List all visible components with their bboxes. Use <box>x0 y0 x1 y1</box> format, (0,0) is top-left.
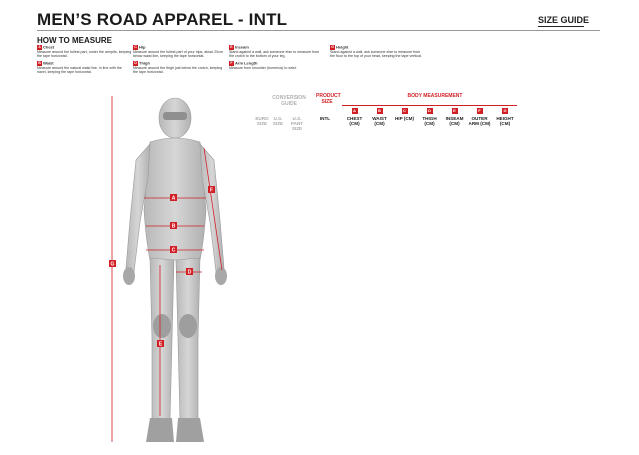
column-header-euro: EURO SIZE <box>255 116 269 126</box>
column-badge-c: C <box>403 108 406 113</box>
column-badge-e: E <box>453 108 456 113</box>
legend-description: Measure around the fullest part, under the armpits, keeping the tape horizontal. <box>37 50 132 59</box>
column-header-chest: CHEST (CM) <box>346 116 363 126</box>
column-header-us: U.S. SIZE <box>272 116 284 126</box>
figure-label-b: B <box>171 223 176 230</box>
legend-name: Arm Length <box>235 60 258 66</box>
size-guide-label: SIZE GUIDE <box>538 15 590 25</box>
legend-item-height <box>330 45 425 59</box>
legend-name: Height <box>336 44 349 50</box>
legend-name: Waist <box>43 60 54 66</box>
figure-label-d: D <box>187 269 192 276</box>
right-leg-shape <box>176 258 200 422</box>
figure-label-c: C <box>171 247 176 254</box>
legend-item-thigh <box>133 61 228 75</box>
page-title: MEN’S ROAD APPAREL - INTL <box>37 10 288 29</box>
legend-item-hip <box>133 45 228 59</box>
legend-item-waist <box>37 61 132 75</box>
legend-description: Stand against a wall, ask someone else to measure from the floor to the top of your head, keeping the tape vertical. <box>330 50 422 59</box>
body-figure-illustration <box>100 90 250 450</box>
legend-item-arm-length <box>229 61 324 70</box>
legend-description: Measure around the thigh just below the crotch, keeping the tape horizontal. <box>133 66 223 75</box>
legend-badge: C <box>134 45 137 49</box>
column-badge-g: G <box>503 108 507 113</box>
legend-badge: G <box>331 45 334 49</box>
column-header-hip: HIP (CM) <box>394 116 415 121</box>
figure-label-f: F <box>209 187 214 194</box>
column-header-thigh: THIGH (CM) <box>422 116 437 126</box>
figure-label-g: G <box>110 261 115 268</box>
size-guide-underline <box>538 26 584 27</box>
legend-badge: B <box>38 61 41 65</box>
legend-badge: F <box>230 61 233 65</box>
legend-name: Chest <box>43 44 55 50</box>
figure-label-e: E <box>158 341 163 348</box>
legend-badge: A <box>38 45 41 49</box>
product-size-header: PRODUCT SIZE <box>316 93 341 105</box>
legend-name: Thigh <box>139 60 150 66</box>
legend-name: Inseam <box>235 44 249 50</box>
column-header-intl: INTL <box>319 116 331 121</box>
legend-description: Measure from shoulder (humerus) to wrist. <box>229 66 297 70</box>
column-header-inseam: INSEAM (CM) <box>445 116 464 126</box>
how-to-measure-title: HOW TO MEASURE <box>37 36 112 45</box>
column-header-waist: WAIST (CM) <box>372 116 387 126</box>
column-header-height: HEIGHT (CM) <box>496 116 514 126</box>
legend-item-chest <box>37 45 132 59</box>
column-header-outer-arm: OUTER ARM (CM) <box>468 116 491 126</box>
body-measurement-rule <box>342 105 517 106</box>
legend-description: Measure around the fullest part of your hips, about 20cm below waist line, keeping the tape horizontal. <box>133 50 224 59</box>
legend-description: Measure around the natural waist line, in line with the navel, keeping the tape horizontal. <box>37 66 122 75</box>
figure-label-a: A <box>171 195 176 202</box>
legend-description: Stand against a wall, ask someone else to measure from the crotch to the bottom of your leg. <box>229 50 320 59</box>
column-badge-a: A <box>353 108 356 113</box>
legend-name: Hip <box>139 44 146 50</box>
column-badge-d: D <box>428 108 431 113</box>
legend-badge: E <box>230 45 233 49</box>
conversion-guide-header: CONVERSION GUIDE <box>272 95 306 107</box>
legend-item-inseam <box>229 45 324 59</box>
header-divider <box>37 30 600 31</box>
column-badge-f: F <box>478 108 481 113</box>
body-measurement-header: BODY MEASUREMENT <box>407 93 463 99</box>
legend-badge: D <box>134 61 137 65</box>
column-header-us-pant: U.S. PANT SIZE <box>290 116 304 131</box>
column-badge-b: B <box>378 108 381 113</box>
